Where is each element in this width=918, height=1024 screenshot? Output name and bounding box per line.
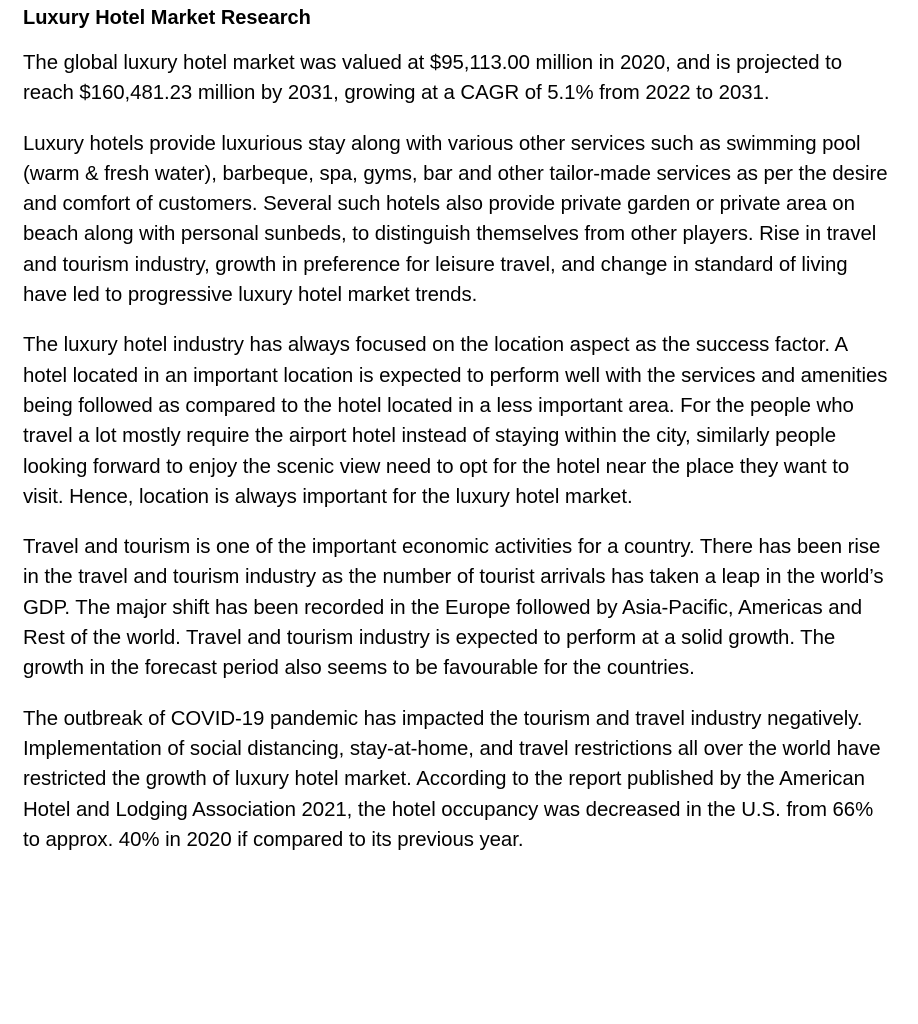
paragraph-market-valuation: The global luxury hotel market was valued at $95,113.00 million in 2020, and is projected to reach $160,481.23 million by 2031, growing at a CAGR of 5.1% from 2022 to 2031. — [23, 52, 843, 105]
paragraph-covid-impact: The outbreak of COVID-19 pandemic has impacted the tourism and travel industry negatively. Implementation of social distancing, stay-at-home, and travel restrictions all over the world have restricted the growth of luxury hotel market. According to the report published by the American Hotel and Lodging Association 2021, the hotel occupancy was decreased in the U.S. from 66% to approx. 40% in 2020 if compared to its previous year. — [23, 707, 881, 851]
paragraph-luxury-services: Luxury hotels provide luxurious stay along with various other services such as swimming pool (warm & fresh water), barbeque, spa, gyms, bar and other tailor-made services as per the desire and comfort of customers. Several such hotels also provide private garden or private area on beach along with personal sunbeds, to distinguish themselves from other players. Rise in travel and tourism industry, growth in preference for leisure travel, and change in standard of living have led to progressive luxury hotel market trends. — [23, 132, 888, 307]
paragraph-location-factor: The luxury hotel industry has always focused on the location aspect as the success factor. A hotel located in an important location is expected to perform well with the services and amenities being followed as compared to the hotel located in a less important area. For the people who travel a lot mostly require the airport hotel instead of staying within the city, similarly people looking forward to enjoy the scenic view need to opt for the hotel near the place they want to visit. Hence, location is always important for the luxury hotel market. — [23, 334, 888, 508]
document-title: Luxury Hotel Market Research — [23, 7, 311, 29]
paragraph-travel-tourism: Travel and tourism is one of the important economic activities for a country. There has been rise in the travel and tourism industry as the number of tourist arrivals has taken a leap in the world’s GDP. The major shift has been recorded in the Europe followed by Asia-Pacific, Americas and Rest of the world. Travel and tourism industry is expected to perform at a solid growth. The growth in the forecast period also seems to be favourable for the countries. — [23, 536, 884, 680]
